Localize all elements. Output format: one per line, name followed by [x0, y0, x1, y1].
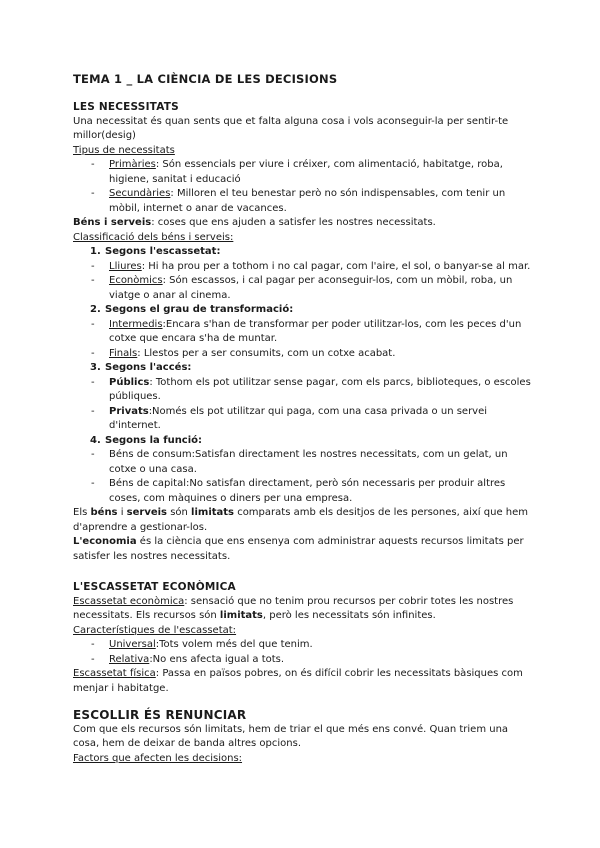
- numbered-item: 1. Segons l'escassetat:: [90, 246, 221, 257]
- list-item: - Lliures: Hi ha prou per a tothom i no cal pagar, com l'aire, el sol, o banyar-se al mar.: [91, 260, 531, 272]
- list-item: - Béns de consum:Satisfan directament les nostres necessitats, com un gelat, un cotxe o una casa.: [91, 449, 508, 475]
- subheading: Factors que afecten les decisions:: [73, 752, 243, 764]
- paragraph: Escassetat física: Passa en països pobres, on és difícil cobrir les necessitats bàsiques com menjar i habitatge.: [73, 668, 523, 694]
- paragraph: L'economia és la ciència que ens ensenya com administrar aquests recursos limitats per satisfer les nostres necessitats.: [73, 536, 524, 562]
- subheading: Tipus de necessitats: [73, 144, 175, 156]
- section-necessitats: [73, 100, 531, 564]
- paragraph: Com que els recursos són limitats, hem de triar el que més ens convé. Quan triem una cosa, hem de deixar de banda altres opcions.: [73, 723, 509, 749]
- subheading: Característiques de l'escassetat:: [73, 624, 237, 636]
- list-item: - Econòmics: Són escassos, i cal pagar per aconseguir-los, com un mòbil, roba, un viatge o anar al cinema.: [91, 275, 513, 301]
- list-item: - Universal:Tots volem més del que tenim.: [91, 639, 313, 650]
- list-item: - Secundàries: Milloren el teu benestar però no són indispensables, com tenir un mòbil, internet o anar de vacances.: [91, 188, 506, 214]
- paragraph: Una necessitat és quan sents que et falta alguna cosa i vols aconseguir-la per sentir-te millor(desig): [73, 115, 509, 141]
- section-heading: ESCOLLIR ÉS RENUNCIAR: [73, 708, 247, 722]
- list-item: - Finals: Llestos per a ser consumits, com un cotxe acabat.: [91, 347, 396, 359]
- document-title: TEMA 1 _ LA CIÈNCIA DE LES DECISIONS: [73, 72, 338, 86]
- section-heading: LES NECESSITATS: [73, 101, 179, 113]
- paragraph: Escassetat econòmica: sensació que no tenim prou recursos per cobrir totes les nostres necessitats. Els recursos són limitats, però les necessitats són infinites.: [73, 595, 514, 621]
- numbered-item: 2. Segons el grau de transformació:: [90, 304, 294, 315]
- list-item: - Privats:Només els pot utilitzar qui paga, com una casa privada o un servei d'internet.: [91, 405, 488, 431]
- section-heading: L'ESCASSETAT ECONÒMICA: [73, 581, 236, 593]
- paragraph: Béns i serveis: coses que ens ajuden a satisfer les nostres necessitats.: [73, 217, 436, 228]
- section-escassetat: [73, 580, 531, 696]
- list-item: - Intermedis:Encara s'han de transformar per poder utilitzar-los, com les peces d'un cotxe que encara s'ha de muntar.: [91, 318, 522, 344]
- numbered-item: 4. Segons la funció:: [90, 434, 203, 446]
- list-item: - Públics: Tothom els pot utilitzar sense pagar, com els parcs, biblioteques, o escoles públiques.: [91, 376, 531, 402]
- subheading: Classificació dels béns i serveis:: [73, 231, 234, 243]
- numbered-item: 3. Segons l'accés:: [90, 362, 192, 373]
- paragraph: Els béns i serveis són limitats comparats amb els desitjos de les persones, així que hem d'aprendre a gestionar-los.: [73, 507, 529, 533]
- section-escollir: [73, 708, 531, 766]
- list-item: - Relativa:No ens afecta igual a tots.: [91, 653, 285, 665]
- list-item: - Béns de capital:No satisfan directament, però són necessaris per produir altres coses, com màquines o diners per una empresa.: [91, 478, 506, 504]
- list-item: - Primàries: Són essencials per viure i créixer, com alimentació, habitatge, roba, higiene, sanitat i educació: [91, 159, 503, 185]
